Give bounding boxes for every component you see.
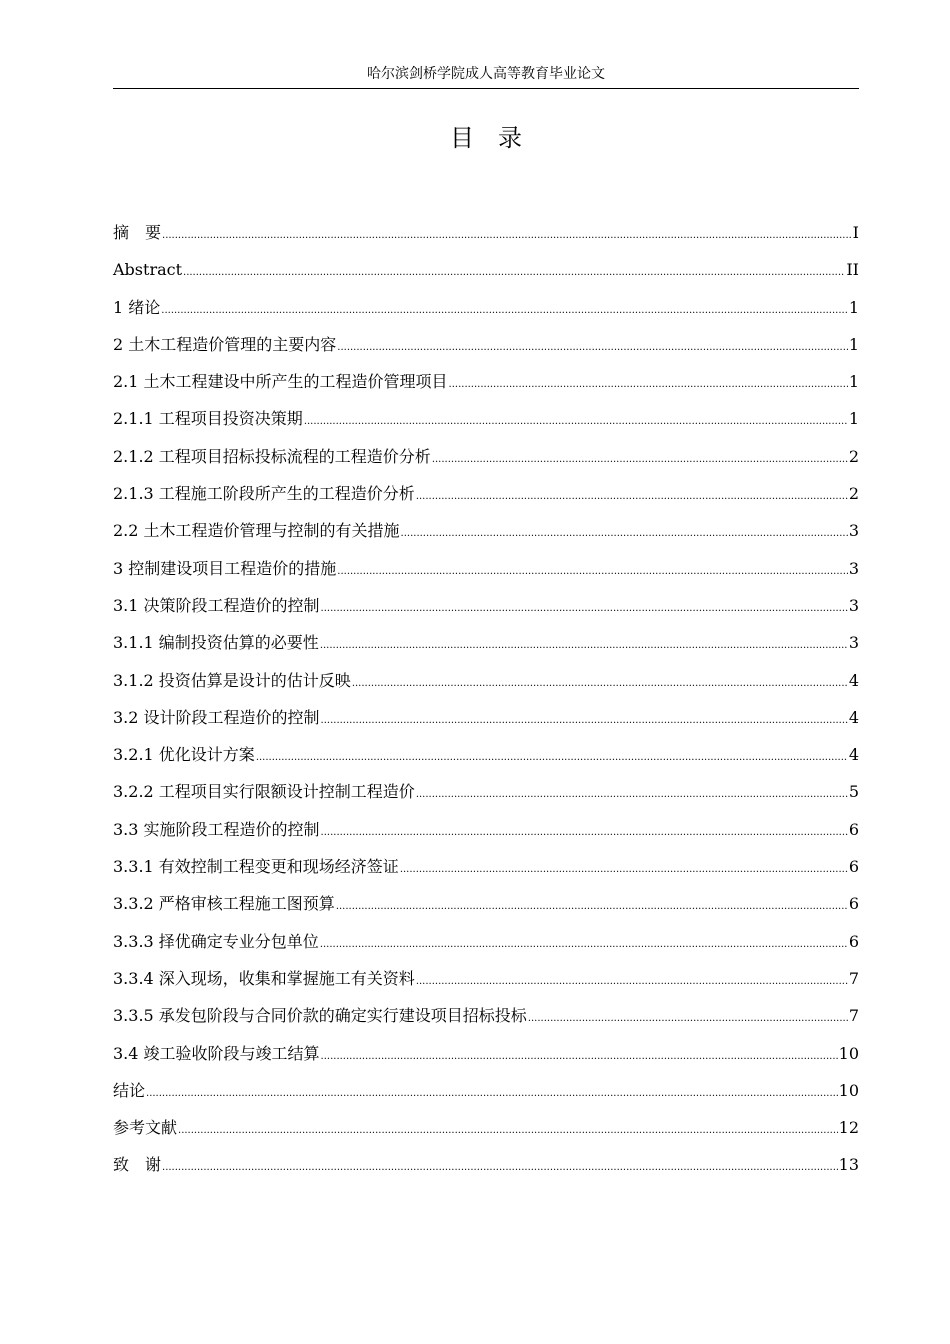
toc-leader-dots — [416, 478, 848, 515]
toc-entry-label: 2.1 土木工程建设中所产生的工程造价管理项目 — [113, 372, 448, 392]
toc-entry[interactable] — [113, 251, 859, 288]
toc-leader-dots — [401, 515, 848, 552]
toc-leader-dots — [146, 1075, 838, 1112]
toc-entry[interactable] — [113, 326, 859, 363]
page-header: 哈尔滨剑桥学院成人高等教育毕业论文 — [367, 66, 605, 82]
toc-leader-dots — [162, 217, 852, 254]
toc-title: 目录 — [450, 124, 546, 152]
toc-entry-page: 6 — [848, 894, 859, 914]
toc-entry-label: 致 谢 — [113, 1155, 162, 1175]
toc-entry[interactable] — [113, 960, 859, 997]
toc-leader-dots — [337, 329, 848, 366]
toc-leader-dots — [352, 665, 848, 702]
toc-entry[interactable] — [113, 1072, 859, 1109]
toc-entry-label: 3.3 实施阶段工程造价的控制 — [113, 819, 320, 839]
toc-entry-page: 6 — [848, 931, 859, 951]
toc-entry-label: 3.1.1 编制投资估算的必要性 — [113, 633, 319, 653]
toc-entry[interactable] — [113, 848, 859, 885]
toc-entry[interactable] — [113, 587, 859, 624]
toc-entry[interactable] — [113, 1109, 859, 1146]
toc-entry-page: 4 — [848, 745, 859, 765]
toc-entry-page: 10 — [838, 1043, 859, 1063]
toc-entry-page: 1 — [848, 334, 859, 354]
toc-entry-page: 10 — [838, 1080, 859, 1100]
toc-entry-page: 6 — [848, 819, 859, 839]
toc-entry-page: 2 — [848, 446, 859, 466]
toc-entry[interactable] — [113, 1035, 859, 1072]
toc-entry-page: 7 — [848, 968, 859, 988]
toc-entry[interactable] — [113, 400, 859, 437]
toc-leader-dots — [336, 888, 848, 925]
toc-entry-label: 2.1.3 工程施工阶段所产生的工程造价分析 — [113, 484, 415, 504]
toc-entry[interactable] — [113, 736, 859, 773]
toc-leader-dots — [161, 292, 848, 329]
toc-leader-dots — [528, 1000, 848, 1037]
toc-leader-dots — [400, 851, 848, 888]
toc-entry[interactable] — [113, 363, 859, 400]
toc-entry-label: 3.3.2 严格审核工程施工图预算 — [113, 894, 335, 914]
toc-entry[interactable] — [113, 289, 859, 326]
toc-entry-label: 摘 要 — [113, 223, 162, 242]
toc-leader-dots — [162, 1149, 838, 1186]
toc-leader-dots — [321, 590, 848, 627]
toc-entry-page: 4 — [848, 707, 859, 727]
toc-entry-page: I — [852, 223, 859, 242]
toc-entry[interactable] — [113, 438, 859, 475]
toc-entry[interactable] — [113, 811, 859, 848]
toc-entry-page: 12 — [838, 1118, 859, 1138]
toc-entry-label: Abstract — [113, 260, 183, 280]
toc-leader-dots — [320, 926, 848, 963]
toc-entry-label: 3.2 设计阶段工程造价的控制 — [113, 707, 320, 727]
toc-entry-label: 3.4 竣工验收阶段与竣工结算 — [113, 1043, 320, 1063]
toc-leader-dots — [320, 627, 848, 664]
toc-entry[interactable] — [113, 662, 859, 699]
toc-entry-page: 1 — [848, 372, 859, 392]
toc-entry-label: 1 绪论 — [113, 297, 161, 317]
table-of-contents — [113, 214, 859, 1184]
toc-leader-dots — [337, 553, 848, 590]
toc-entry[interactable] — [113, 997, 859, 1034]
toc-entry-page: II — [846, 260, 859, 280]
toc-leader-dots — [416, 963, 848, 1000]
toc-leader-dots — [304, 403, 848, 440]
toc-entry-page: 4 — [848, 670, 859, 690]
toc-entry-label: 参考文献 — [113, 1118, 178, 1138]
toc-entry-page: 1 — [848, 409, 859, 429]
toc-entry-page: 2 — [848, 484, 859, 504]
toc-entry-page: 13 — [838, 1155, 859, 1175]
toc-entry-label: 3.3.5 承发包阶段与合同价款的确定实行建设项目招标投标 — [113, 1006, 527, 1026]
toc-entry-label: 2.1.1 工程项目投资决策期 — [113, 409, 303, 429]
toc-entry-page: 3 — [848, 558, 859, 578]
toc-entry-page: 1 — [848, 297, 859, 317]
toc-leader-dots — [178, 1112, 838, 1149]
toc-entry-label: 3.2.2 工程项目实行限额设计控制工程造价 — [113, 782, 415, 802]
toc-entry-page: 3 — [848, 633, 859, 653]
toc-entry[interactable] — [113, 699, 859, 736]
toc-entry-label: 3.3.4 深入现场，收集和掌握施工有关资料 — [113, 968, 415, 988]
header-rule — [113, 88, 859, 89]
toc-entry-label: 3.3.3 择优确定专业分包单位 — [113, 931, 319, 951]
toc-entry[interactable] — [113, 773, 859, 810]
toc-leader-dots — [321, 814, 848, 851]
toc-entry-label: 3 控制建设项目工程造价的措施 — [113, 558, 337, 578]
toc-entry-label: 结论 — [113, 1080, 146, 1100]
toc-leader-dots — [321, 1038, 838, 1075]
toc-leader-dots — [256, 739, 848, 776]
toc-entry-label: 2.1.2 工程项目招标投标流程的工程造价分析 — [113, 446, 431, 466]
toc-entry-page: 6 — [848, 857, 859, 877]
toc-entry-label: 3.1.2 投资估算是设计的估计反映 — [113, 670, 351, 690]
toc-entry[interactable] — [113, 885, 859, 922]
toc-entry-label: 3.3.1 有效控制工程变更和现场经济签证 — [113, 857, 399, 877]
toc-leader-dots — [416, 776, 848, 813]
toc-entry-label: 2 土木工程造价管理的主要内容 — [113, 334, 337, 354]
toc-entry[interactable] — [113, 550, 859, 587]
toc-entry-page: 5 — [848, 782, 859, 802]
toc-entry[interactable] — [113, 624, 859, 661]
toc-leader-dots — [432, 441, 848, 478]
toc-entry-page: 7 — [848, 1006, 859, 1026]
toc-entry[interactable] — [113, 512, 859, 549]
toc-entry[interactable] — [113, 923, 859, 960]
toc-leader-dots — [321, 702, 848, 739]
toc-leader-dots — [449, 366, 848, 403]
toc-entry-label: 2.2 土木工程造价管理与控制的有关措施 — [113, 521, 400, 541]
toc-entry-label: 3.1 决策阶段工程造价的控制 — [113, 595, 320, 615]
toc-entry-page: 3 — [848, 521, 859, 541]
toc-entry[interactable] — [113, 1146, 859, 1183]
toc-entry-page: 3 — [848, 595, 859, 615]
toc-entry-label: 3.2.1 优化设计方案 — [113, 745, 255, 765]
toc-entry[interactable] — [113, 214, 859, 251]
toc-leader-dots — [183, 254, 845, 291]
toc-entry[interactable] — [113, 475, 859, 512]
